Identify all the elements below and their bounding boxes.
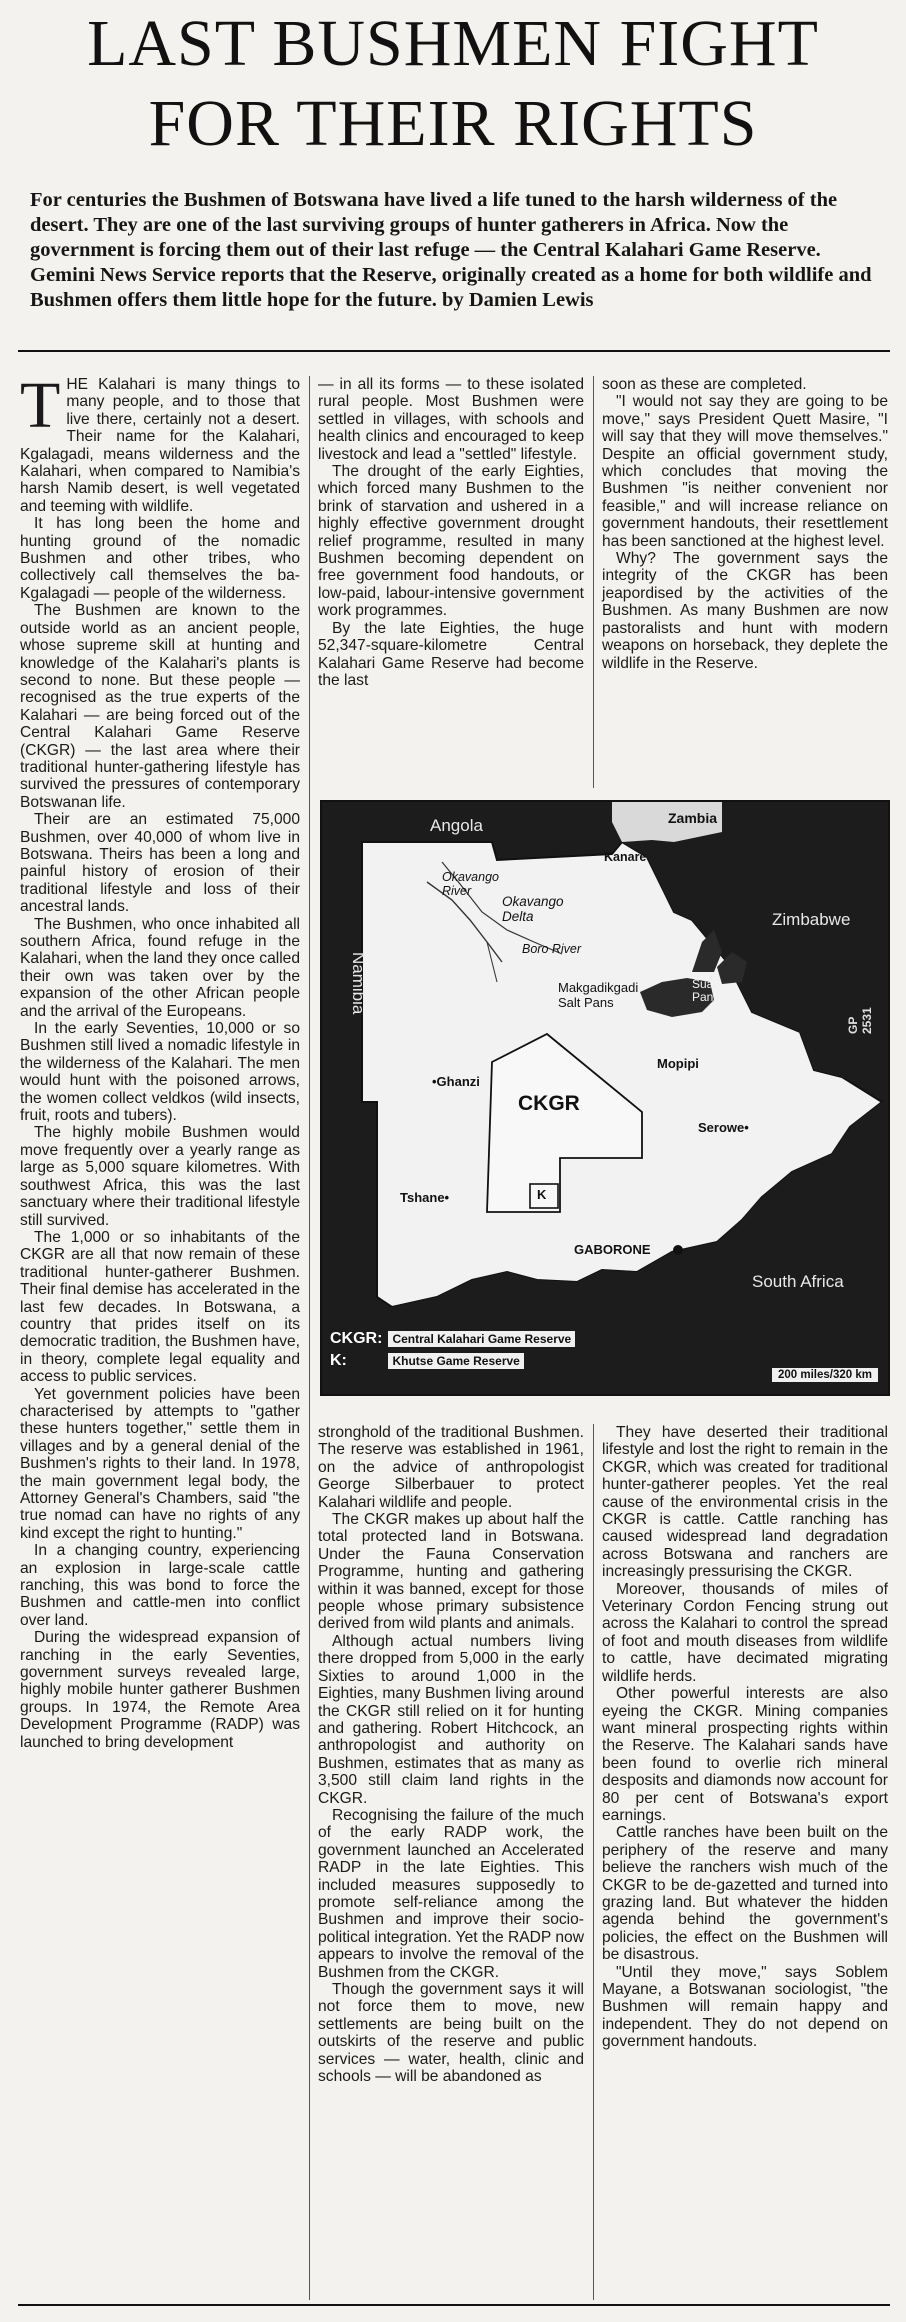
paragraph: Recognising the failure of the much of the early RADP work, the government launched an Accelerated RADP in the late Eighties. This included measures supposedly to promote self-reliance among the Bushmen and improve their socio-political integration. Yet the RADP now appears to involve the removal of the Bushmen from the CKGR.: [318, 1806, 584, 1981]
column-divider: [593, 1424, 594, 2300]
map-scale: 200 miles/320 km: [772, 1368, 878, 1382]
column-3-top: [602, 376, 888, 672]
column-divider: [309, 376, 310, 2300]
label-ckgr: CKGR: [518, 1092, 580, 1115]
legend-text: Khutse Game Reserve: [388, 1353, 523, 1369]
legend-key: K:: [330, 1352, 347, 1369]
standfirst: For centuries the Bushmen of Botswana have lived a life tuned to the harsh wilderness of the desert. They are one of the last surviving groups of hunter gatherers in Africa. Now the government is forcing them out of their last refuge — the Central Kalahari Game Reserve. Gemini News Service reports that the Reserve, originally created as a home for both wildlife and Bushmen offers them little hope for the future. by Damien Lewis: [30, 189, 872, 311]
column-1: [20, 369, 301, 1751]
label-angola: Angola: [430, 816, 483, 835]
paragraph: The CKGR makes up about half the total protected land in Botswana. Under the Fauna Conservation Programme, hunting and gathering within it was banned, except for those people whose primary subsistence derived from wild plants and animals.: [318, 1511, 584, 1633]
label-sua-pan: Sua Pan: [692, 977, 714, 1004]
paragraph: The Bushmen, who once inhabited all southern Africa, found refuge in the Kalahari, when the land they once called their own was taken over by the expansion of the other African people and the arrival of the Europeans.: [20, 915, 301, 1020]
label-boro-river: Boro River: [522, 942, 582, 956]
paragraph: "I would not say they are going to be move," says President Quett Masire, "I will say that they will move themselves." Despite an official government study, which concludes that moving the Bushmen "is neither convenient nor feasible," and will increase reliance on government handouts, their resettlement has been sanctioned at the highest level.: [602, 393, 888, 550]
label-zambia: Zambia: [668, 810, 718, 826]
drop-cap: T: [20, 369, 61, 442]
legend-item: [330, 1352, 524, 1370]
headline-line-2: FOR THEIR RIGHTS: [148, 87, 758, 160]
paragraph: "Until they move," says Soblem Mayane, a Botswanan sociologist, "the Bushmen will remain happy and independent. They do not depend on government handouts.: [602, 1963, 888, 2051]
column-3-bottom: [602, 1424, 888, 2051]
paragraph: Yet government policies have been characterised by attempts to "gather these hunters together," settle them in villages and by a general denial of the Bushmen's rights to their land. In 1978, the main government legal body, the Attorney General's Chambers, said "the true nomad can have no rights of any kind except the right to hunting.": [20, 1385, 300, 1542]
paragraph: Why? The government says the integrity of the CKGR has been jeapordised by the activities of the Bushmen. As many Bushmen are now pastoralists and hunt with modern weapons on horseback, they deplete the wildlife in the Reserve.: [602, 550, 888, 672]
headline-line-1: LAST BUSHMEN FIGHT: [87, 7, 819, 80]
label-ghanzi: •Ghanzi: [432, 1074, 480, 1089]
botswana-map: [320, 800, 890, 1396]
paragraph: THE Kalahari is many things to many people, and to those that live there, certainly not a desert. Their name for the Kalahari, Kgalagadi, means wilderness and the Kalahari, when compared to Namibia's harsh Namib desert, is well vegetated and teeming with wildlife.: [20, 369, 300, 515]
paragraph: The drought of the early Eighties, which forced many Bushmen to the brink of starvation and ushered in a highly effective government drought relief programme, resulted in many Bushmen becoming dependent on free government food handouts, or low-paid, labour-intensive government work programmes.: [318, 463, 584, 620]
label-kanare: Kanare: [604, 850, 647, 864]
paragraph: The 1,000 or so inhabitants of the CKGR are all that now remain of these traditional hunter-gatherer Bushmen. Their final demise has accelerated in the last few decades. In Botswana, a country that prides itself on its democratic tradition, the Bushmen have, in theory, complete legal equality and access to public services.: [20, 1228, 300, 1386]
label-zimbabwe: Zimbabwe: [772, 910, 851, 929]
label-okavango-delta: Okavango Delta: [502, 894, 564, 924]
map-legend: [322, 1324, 888, 1394]
headline: [0, 4, 906, 164]
paragraph: In a changing country, experiencing an explosion in large-scale cattle ranching, this was bond to force the Bushmen and cattle-men into conflict over land.: [20, 1542, 300, 1629]
paragraph: They have deserted their traditional lifestyle and lost the right to remain in the CKGR, which was created for traditional hunter-gatherer peoples. Yet the real cause of the environmental crisis in the CKGR is cattle. Cattle ranching has caused widespread land degradation across Botswana and ranchers are increasingly pressurising the CKGR.: [602, 1424, 888, 1581]
paragraph: Though the government says it will not force them to move, new settlements are being built on the outskirts of the reserve and public services — water, health, clinic and schools — will be abandoned as: [318, 1981, 584, 2086]
label-khutse: K: [537, 1187, 547, 1202]
paragraph: Moreover, thousands of miles of Veterinary Cordon Fencing strung out across the Kalahari to control the spread of foot and mouth diseases from wildlife to cattle, have decimated migrating wildlife herds.: [602, 1580, 888, 1685]
paragraph: stronghold of the traditional Bushmen. The reserve was established in 1961, on the advice of anthropologist George Silberbauer to protect Kalahari wildlife and people.: [318, 1424, 584, 1511]
bottom-rule: [18, 2304, 890, 2306]
top-rule: [18, 350, 890, 352]
label-tshane: Tshane•: [400, 1190, 450, 1205]
label-south-africa: South Africa: [752, 1272, 844, 1291]
column-2-bottom: [318, 1424, 584, 2085]
legend-text: Central Kalahari Game Reserve: [388, 1331, 575, 1347]
map-credit: GP 2531: [846, 1007, 874, 1034]
paragraph: It has long been the home and hunting ground of the nomadic Bushmen and other tribes, who collectively call themselves the ba-Kgalagadi — people of the wilderness.: [20, 515, 300, 602]
paragraph: In the early Seventies, 10,000 or so Bushmen still lived a nomadic lifestyle in the wilderness of the Kalahari. The men would hunt with the poisoned arrows, the women collect veldkos (wild insects, fruit, roots and tubers).: [20, 1020, 300, 1125]
paragraph: Cattle ranches have been built on the periphery of the reserve and many believe the ranchers wish much of the CKGR to be de-gazetted and turned into grazing land. But whatever the hidden agenda behind the government's policies, the effect on the Bushmen will be disastrous.: [602, 1824, 888, 1964]
column-divider: [593, 376, 594, 788]
map-graphic: [322, 802, 890, 1396]
legend-item: [330, 1330, 575, 1348]
paragraph: The highly mobile Bushmen would move frequently over a yearly range as large as 5,000 square kilometres. With southwest Africa, this was the last sanctuary where their traditional lifestyle still survived.: [20, 1124, 300, 1229]
column-2-top: [318, 376, 584, 689]
paragraph: By the late Eighties, the huge 52,347-square-kilometre Central Kalahari Game Reserve had become the last: [318, 619, 584, 689]
label-mopipi: Mopipi: [657, 1056, 699, 1071]
paragraph: Other powerful interests are also eyeing the CKGR. Mining companies want mineral prospecting rights within the Reserve. The Kalahari sands have been found to overlie rich mineral desposits and diamonds now account for 80 per cent of Botswana's export earnings.: [602, 1685, 888, 1824]
paragraph: Although actual numbers living there dropped from 5,000 in the early Sixties to around 1,000 in the Eighties, many Bushmen living around the CKGR still relied on it for hunting and gathering. Robert Hitchcock, an anthropologist and authority on Bushmen, estimates that as many as 3,500 still claim land rights in the CKGR.: [318, 1632, 584, 1807]
legend-key: CKGR:: [330, 1330, 383, 1347]
paragraph: The Bushmen are known to the outside world as an ancient people, whose supreme skill at hunting and knowledge of the Kalahari's plants is second to none. But these people — recognised as the true experts of the Kalahari — are being forced out of the Central Kalahari Game Reserve (CKGR) — the last area where their traditional hunter-gathering lifestyle has survived the pressures of contemporary Botswanan life.: [20, 602, 300, 811]
paragraph: soon as these are completed.: [602, 376, 807, 393]
label-namibia: Namibia: [349, 952, 368, 1015]
label-serowe: Serowe•: [698, 1120, 749, 1135]
paragraph: — in all its forms — to these isolated rural people. Most Bushmen were settled in villages, with schools and health clinics and encouraged to keep livestock and lead a "settled" lifestyle.: [318, 376, 584, 463]
label-makgadikgadi: Makgadikgadi Salt Pans: [558, 980, 639, 1010]
paragraph: Their are an estimated 75,000 Bushmen, over 40,000 of whom live in Botswana. Theirs has been a long and painful history of erosion of their traditional lifestyle and loss of their ancestral lands.: [20, 811, 300, 916]
label-okavango-river: Okavango River: [442, 870, 499, 898]
label-gaborone: GABORONE: [574, 1242, 651, 1257]
paragraph: During the widespread expansion of ranching in the early Seventies, government surveys revealed large, highly mobile hunter gatherer Bushmen groups. In 1974, the Remote Area Development Programme (RADP) was launched to bring development: [20, 1629, 300, 1751]
